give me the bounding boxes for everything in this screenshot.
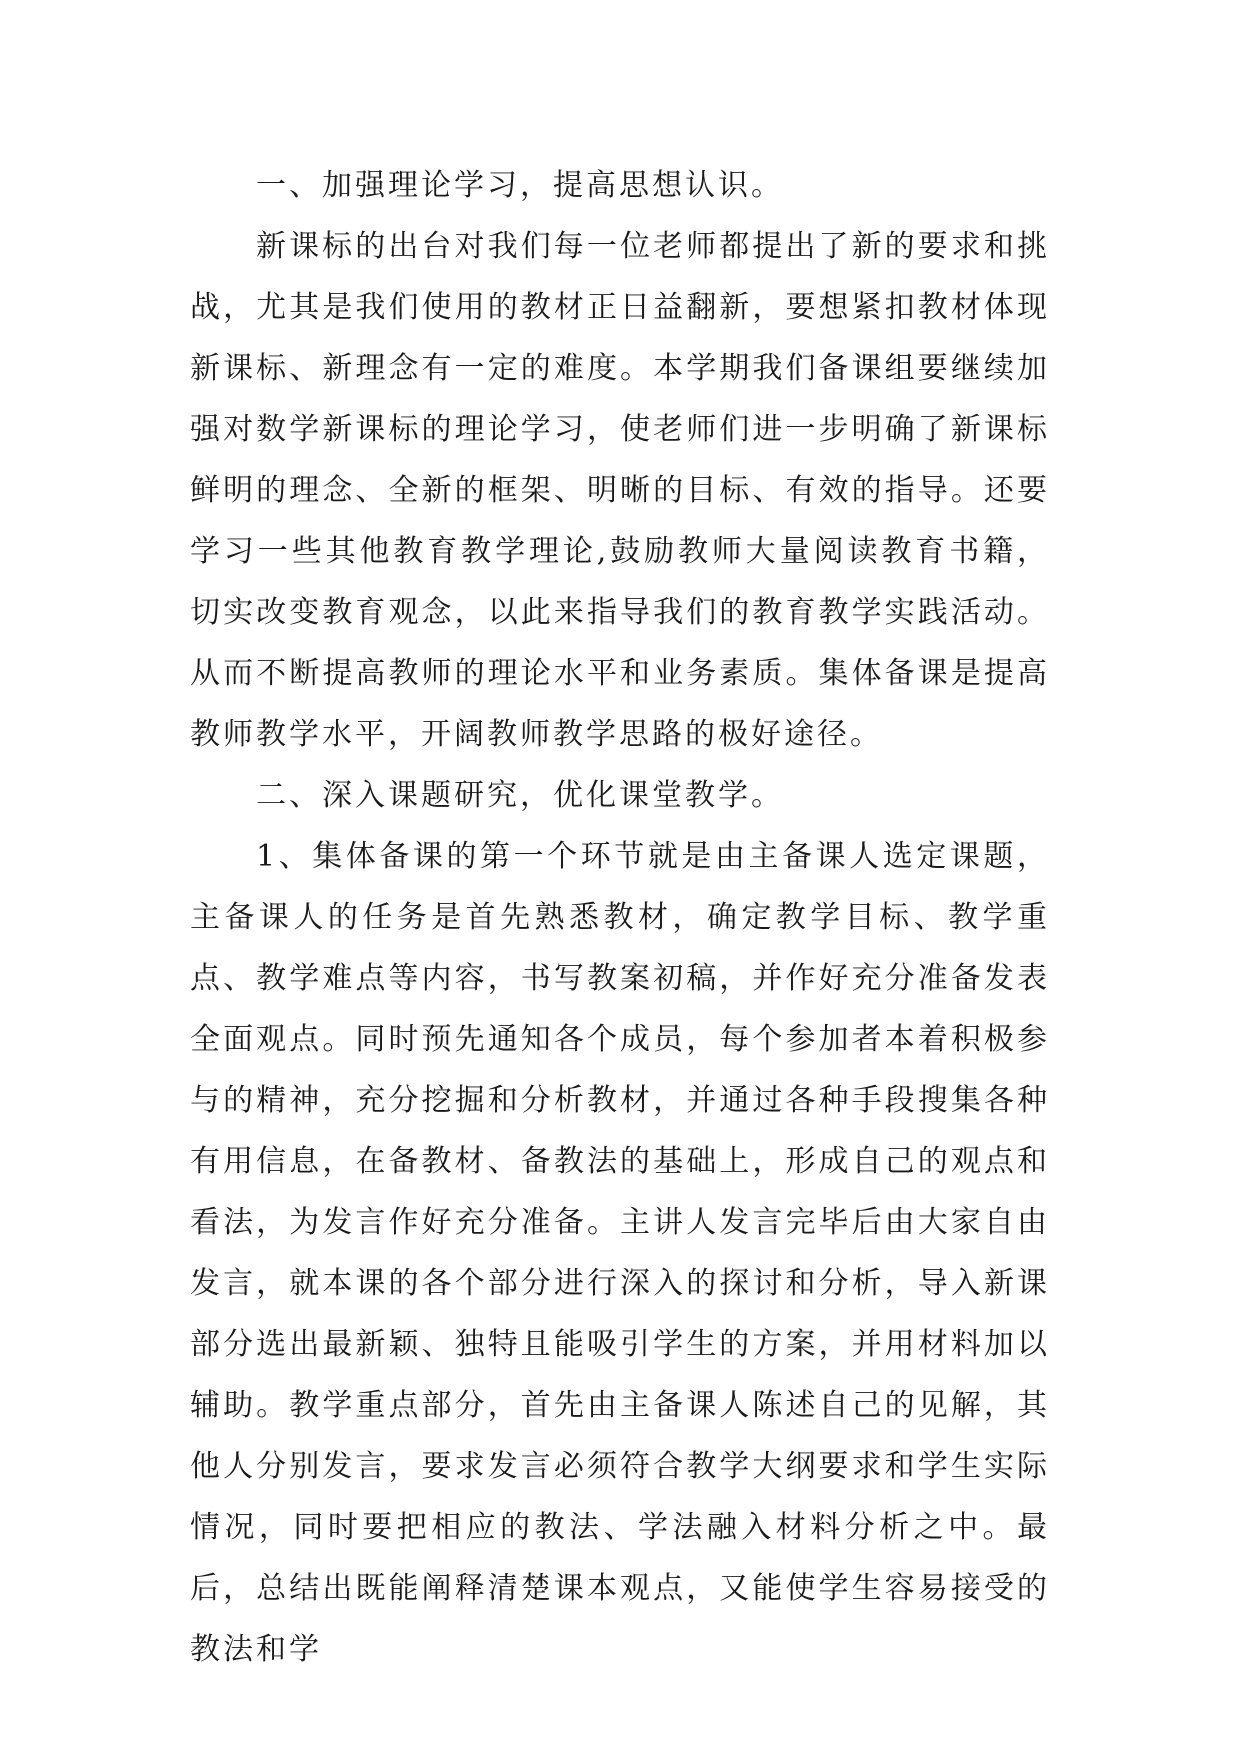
section-heading-1: 一、加强理论学习，提高思想认识。 [256,168,784,203]
section-heading-2: 二、深入课题研究，优化课堂教学。 [256,778,784,813]
paragraph-1: 新课标的出台对我们每一位老师都提出了新的要求和挑战，尤其是我们使用的教材正日益翻新，要想紧扣教材体现新课标、新理念有一定的难度。本学期我们备课组要继续加强对数学新课标的理论学习，使老师们进一步明确了新课标鲜明的理念、全新的框架、明晰的目标、有效的指导。还要学习一些其他教育教学理论,鼓励教师大量阅读教育书籍，切实改变教育观念，以此来指导我们的教育教学实践活动。从而不断提高教师的理论水平和业务素质。集体备课是提高教师教学水平，开阔教师教学思路的极好途径。 [190,229,1050,752]
paragraph-2: 1、集体备课的第一个环节就是由主备课人选定课题，主备课人的任务是首先熟悉教材，确定教学目标、教学重点、教学难点等内容，书写教案初稿，并作好充分准备发表全面观点。同时预先通知各个成员，每个参加者本着积极参与的精神，充分挖掘和分析教材，并通过各种手段搜集各种有用信息，在备教材、备教法的基础上，形成自己的观点和看法，为发言作好充分准备。主讲人发言完毕后由大家自由发言，就本课的各个部分进行深入的探讨和分析，导入新课部分选出最新颖、独特且能吸引学生的方案，并用材料加以辅助。教学重点部分，首先由主备课人陈述自己的见解，其他人分别发言，要求发言必须符合教学大纲要求和学生实际情况，同时要把相应的教法、学法融入材料分析之中。最后，总结出既能阐释清楚课本观点，又能使学生容易接受的教法和学 [190,839,1050,1667]
document-body [190,155,1050,1680]
